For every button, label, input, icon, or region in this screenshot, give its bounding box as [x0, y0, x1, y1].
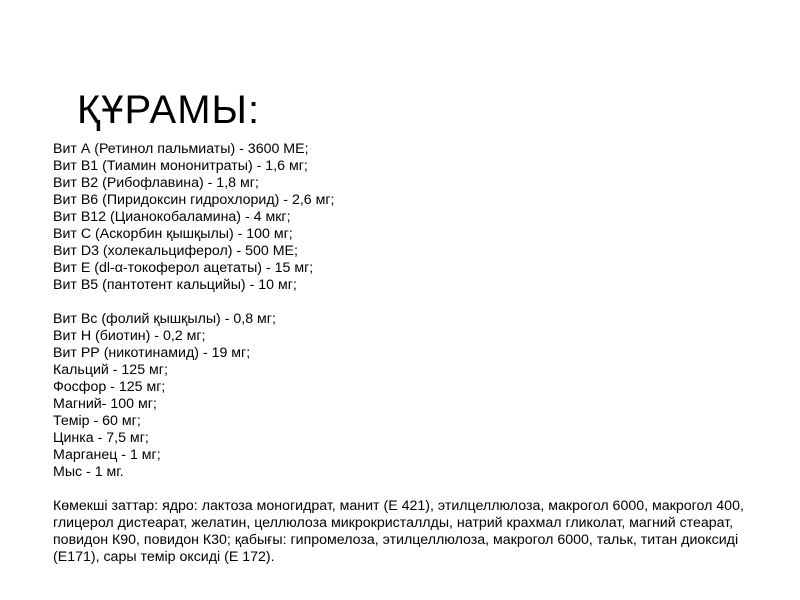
composition-line: Вит В5 (пантотент кальцийы) - 10 мг; [53, 277, 297, 293]
composition-line: Темір - 60 мг; [53, 413, 141, 429]
composition-line: Кальций - 125 мг; [53, 362, 168, 378]
composition-line: Мыс - 1 мг. [53, 464, 124, 480]
excipients-paragraph: Көмекші заттар: ядро: лактоза моногидрат, манит (Е 421), этилцеллюлоза, макрогол 6000, макрогол 400, глицерол дистеарат, желатин, целлюлоза микрокристаллды, натрий крахмал гликолат, магний стеарат, повидон К90, повидон К30; қабығы: гипромелоза, этилцеллюлоза, макрогол 6000, тальк, титан диоксиді (Е171), сары темір оксиді (Е 172). [53, 498, 744, 565]
composition-line: Вит В2 (Рибофлавина) - 1,8 мг; [53, 175, 259, 191]
composition-body [53, 141, 773, 566]
composition-line: Вит D3 (холекальциферол) - 500 МЕ; [53, 243, 298, 259]
page-title: ҚҰРАМЫ: [77, 88, 261, 132]
composition-line: Вит Вс (фолий қышқылы) - 0,8 мг; [53, 311, 276, 327]
composition-line: Вит Е (dl-α-токоферол ацетаты) - 15 мг; [53, 260, 314, 276]
composition-line: Вит В12 (Цианокобаламина) - 4 мкг; [53, 209, 291, 225]
composition-line: Вит РР (никотинамид) - 19 мг; [53, 345, 251, 361]
paragraph-gap [53, 481, 773, 498]
composition-line: Вит С (Аскорбин қышқылы) - 100 мг; [53, 226, 293, 242]
composition-line: Вит В1 (Тиамин мононитраты) - 1,6 мг; [53, 158, 308, 174]
composition-line: Марганец - 1 мг; [53, 447, 161, 463]
composition-line: Магний- 100 мг; [53, 396, 157, 412]
composition-line: Вит Н (биотин) - 0,2 мг; [53, 328, 206, 344]
composition-line: Цинка - 7,5 мг; [53, 430, 149, 446]
composition-line: Вит В6 (Пиридоксин гидрохлорид) - 2,6 мг; [53, 192, 335, 208]
composition-line: Вит А (Ретинол пальмиаты) - 3600 МЕ; [53, 141, 309, 157]
paragraph-gap [53, 294, 773, 311]
composition-line: Фосфор - 125 мг; [53, 379, 166, 395]
